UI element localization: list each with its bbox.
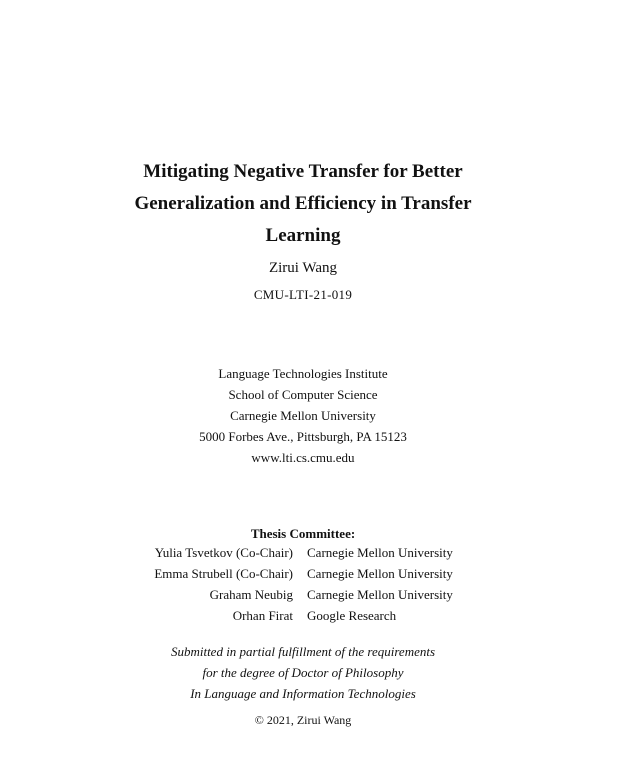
submission-line-3: In Language and Information Technologies (190, 686, 416, 701)
author-name: Zirui Wang (268, 260, 338, 276)
title-line-3: Learning (265, 225, 341, 246)
committee-list (0, 542, 622, 626)
copyright-notice: © 2021, Zirui Wang (254, 713, 352, 727)
submission-line-1: Submitted in partial fulfillment of the requirements (170, 644, 436, 659)
title-line-2: Generalization and Efficiency in Transfer (134, 193, 472, 214)
member-affiliation: Carnegie Mellon University (307, 545, 453, 560)
member-name: Graham Neubig (209, 587, 293, 602)
member-name: Emma Strubell (Co-Chair) (154, 566, 293, 581)
address-line-institute: Language Technologies Institute (218, 366, 388, 381)
title-line-1: Mitigating Negative Transfer for Better (143, 161, 463, 182)
member-name: Orhan Firat (232, 608, 293, 623)
institution-address (0, 363, 606, 468)
report-id: CMU-LTI-21-019 (253, 287, 353, 302)
submission-statement (0, 641, 606, 704)
address-line-website: www.lti.cs.cmu.edu (251, 450, 355, 465)
address-line-street: 5000 Forbes Ave., Pittsburgh, PA 15123 (199, 429, 407, 444)
committee-heading: Thesis Committee: (250, 526, 356, 541)
member-affiliation: Carnegie Mellon University (307, 566, 453, 581)
committee-member (0, 563, 622, 584)
committee-member (0, 605, 622, 626)
submission-line-2: for the degree of Doctor of Philosophy (202, 665, 404, 680)
address-line-university: Carnegie Mellon University (230, 408, 376, 423)
member-affiliation: Google Research (307, 608, 397, 623)
thesis-title (0, 156, 606, 252)
member-affiliation: Carnegie Mellon University (307, 587, 453, 602)
committee-member (0, 542, 622, 563)
member-name: Yulia Tsvetkov (Co-Chair) (154, 545, 293, 560)
address-line-school: School of Computer Science (228, 387, 378, 402)
committee-member (0, 584, 622, 605)
